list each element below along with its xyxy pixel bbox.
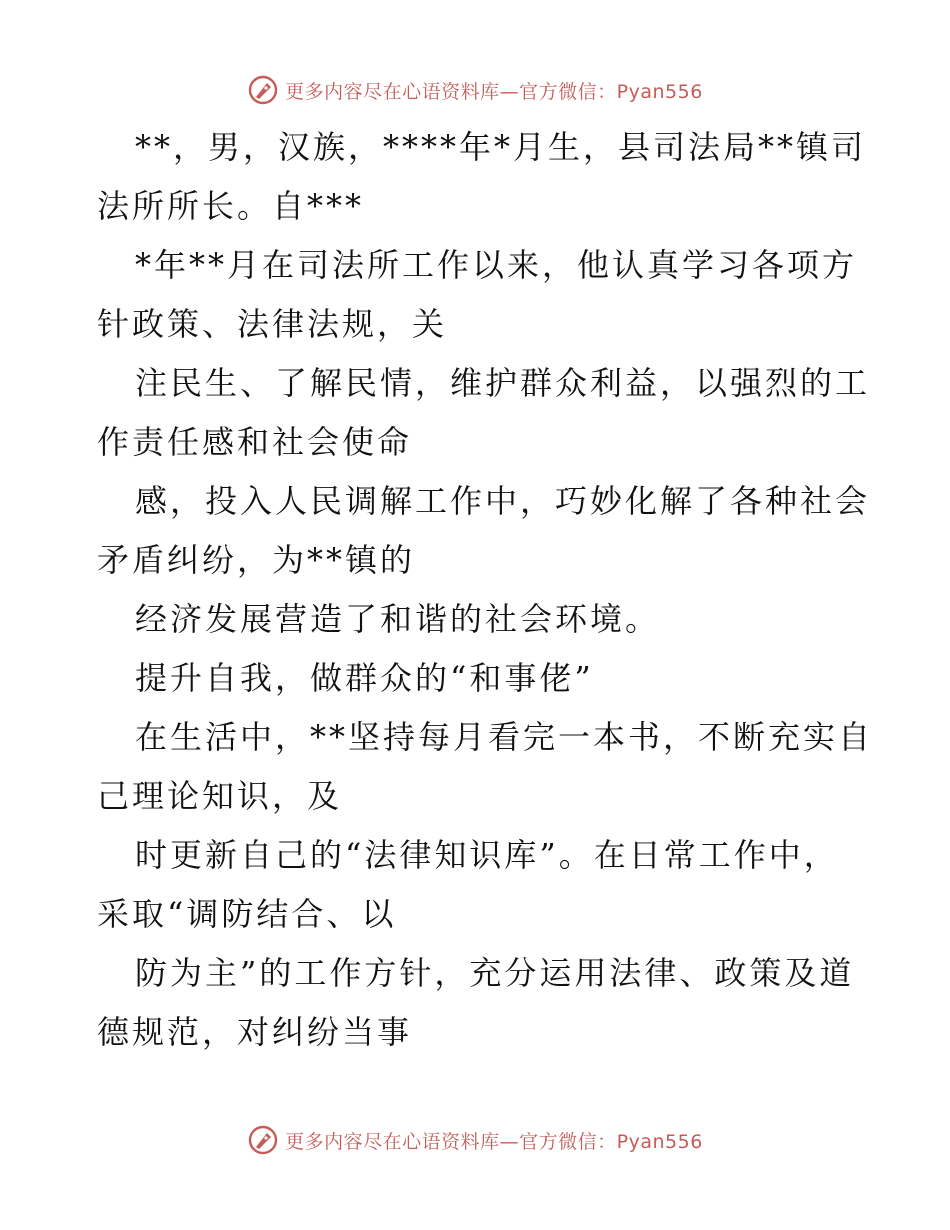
pen-nib-circle-icon <box>247 1124 279 1156</box>
header-watermark <box>0 70 950 110</box>
pen-nib-circle-icon <box>247 74 279 106</box>
body-line-15: 防为主”的工作方针，充分运用法律、政策及道 <box>135 954 855 992</box>
body-line-1: **，男，汉族，****年*月生，县司法局**镇司 <box>135 128 867 166</box>
body-line-14: 采取“调防结合、以 <box>97 895 397 933</box>
footer-watermark <box>0 1120 950 1160</box>
body-line-4: 针政策、法律法规，关 <box>97 305 448 343</box>
body-line-5: 注民生、了解民情，维护群众利益，以强烈的工 <box>135 364 871 402</box>
document-body <box>97 118 874 1062</box>
header-watermark-text: 更多内容尽在心语资料库—官方微信：Pyan556 <box>285 80 703 103</box>
body-line-16: 德规范，对纠纷当事 <box>97 1013 413 1051</box>
body-line-2: 法所所长。自*** <box>97 187 365 225</box>
body-line-8: 矛盾纠纷，为**镇的 <box>97 541 416 579</box>
body-line-9: 经济发展营造了和谐的社会环境。 <box>135 600 661 638</box>
footer-watermark-group <box>247 1124 703 1156</box>
body-line-7: 感，投入人民调解工作中，巧妙化解了各种社会 <box>135 482 871 520</box>
body-line-10: 提升自我，做群众的“和事佬” <box>135 659 594 697</box>
body-line-6: 作责任感和社会使命 <box>97 423 413 461</box>
body-line-3: *年**月在司法所工作以来，他认真学习各项方 <box>135 246 858 284</box>
footer-watermark-text: 更多内容尽在心语资料库—官方微信：Pyan556 <box>285 1130 703 1153</box>
body-line-11: 在生活中，**坚持每月看完一本书，不断充实自 <box>135 718 874 756</box>
body-line-13: 时更新自己的“法律知识库”。在日常工作中， <box>135 836 839 874</box>
header-watermark-group <box>247 74 703 106</box>
body-line-12: 己理论知识，及 <box>97 777 343 815</box>
